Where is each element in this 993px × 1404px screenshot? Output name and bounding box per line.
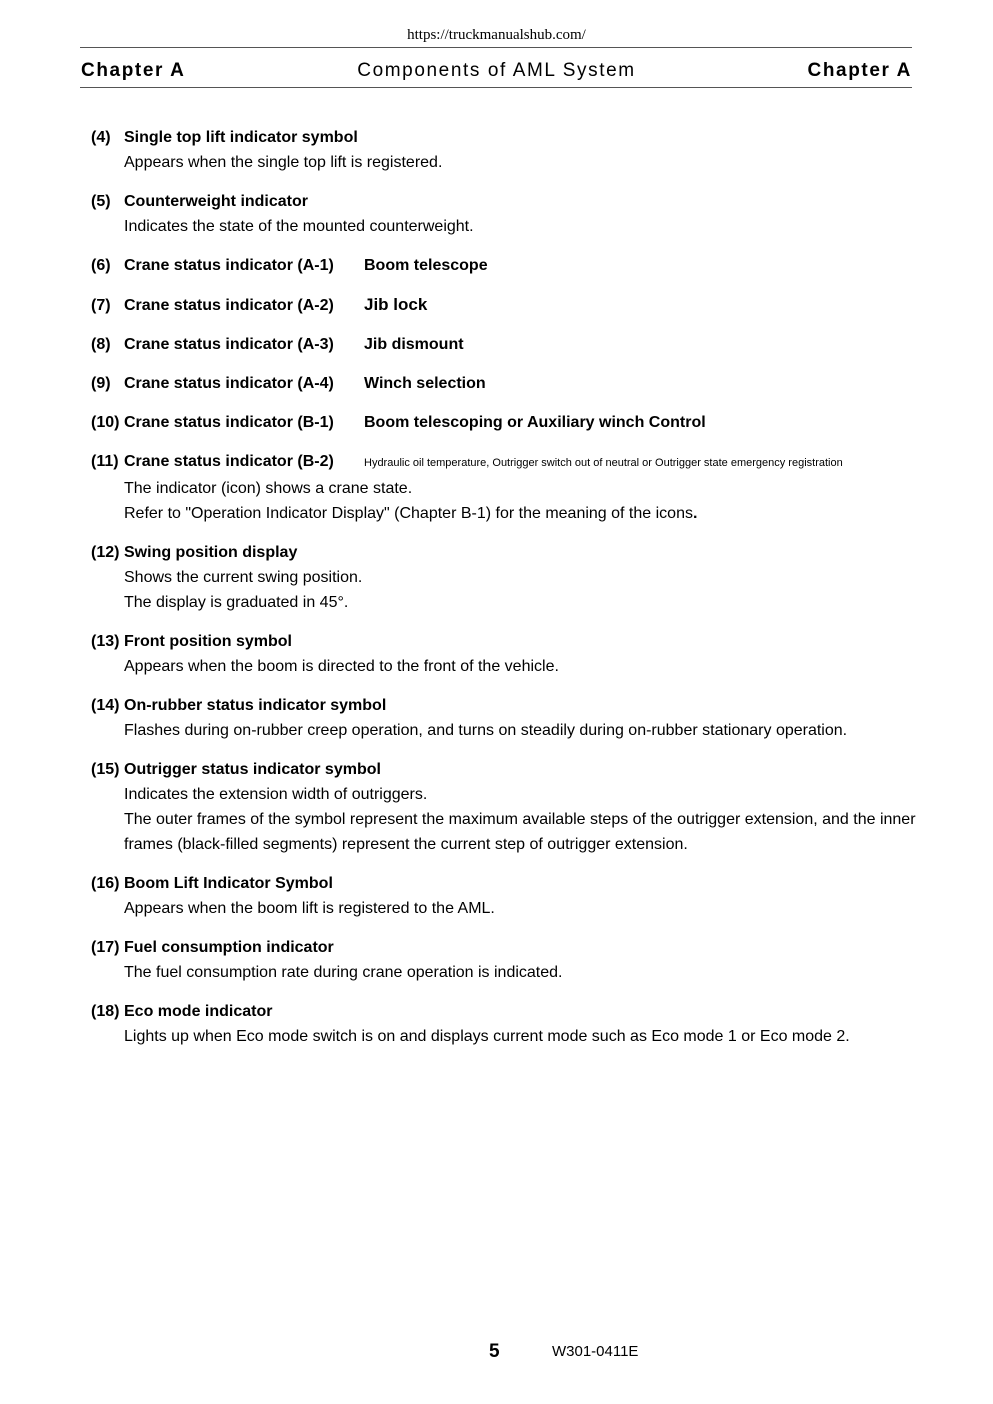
item-18 <box>91 999 921 1049</box>
item-number: (9) <box>91 375 111 392</box>
item-4 <box>91 125 921 175</box>
item-description: The outer frames of the symbol represent the maximum available steps of the outrigger extension, and the inner frames (black-filled segments) represent the current step of outrigger extension. <box>124 811 916 853</box>
item-description: The indicator (icon) shows a crane state. <box>124 480 413 497</box>
item-status-value: Jib lock <box>364 295 428 314</box>
item-11 <box>91 449 921 526</box>
item-8 <box>91 332 921 357</box>
item-number: (13) <box>91 633 120 650</box>
header-chapter-left: Chapter A <box>81 60 186 81</box>
item-title: Crane status indicator (A-1) <box>124 257 334 274</box>
item-number: (14) <box>91 697 120 714</box>
item-number: (5) <box>91 193 111 210</box>
item-number: (12) <box>91 544 120 561</box>
item-title: Counterweight indicator <box>124 193 308 210</box>
item-13 <box>91 629 921 679</box>
item-16 <box>91 871 921 921</box>
item-number: (18) <box>91 1003 120 1020</box>
item-title: On-rubber status indicator symbol <box>124 697 387 714</box>
item-title: Single top lift indicator symbol <box>124 129 358 146</box>
item-title: Crane status indicator (A-4) <box>124 375 334 392</box>
item-number: (17) <box>91 939 120 956</box>
item-description: Flashes during on-rubber creep operation, and turns on steadily during on-rubber stationary operation. <box>124 722 848 739</box>
item-title: Outrigger status indicator symbol <box>124 761 381 778</box>
page-number: 5 <box>489 1341 500 1362</box>
item-status-value: Boom telescope <box>364 257 488 274</box>
item-status-value: Boom telescoping or Auxiliary winch Control <box>364 414 706 431</box>
item-description <box>91 501 921 526</box>
item-description: Appears when the single top lift is registered. <box>124 154 443 171</box>
item-number: (16) <box>91 875 120 892</box>
item-title: Swing position display <box>124 544 298 561</box>
item-title: Crane status indicator (B-2) <box>124 453 334 470</box>
item-7 <box>91 292 921 318</box>
item-9 <box>91 371 921 396</box>
item-description: Appears when the boom lift is registered to the AML. <box>124 900 495 917</box>
item-description-text: Refer to "Operation Indicator Display" (Chapter B-1) for the meaning of the icons <box>124 505 693 522</box>
header-bottom-rule <box>80 87 912 88</box>
item-title: Crane status indicator (A-2) <box>124 297 334 314</box>
item-10 <box>91 410 921 435</box>
item-status-value: Jib dismount <box>364 336 464 353</box>
document-body <box>91 125 921 1063</box>
item-number: (6) <box>91 257 111 274</box>
item-description: Lights up when Eco mode switch is on and displays current mode such as Eco mode 1 or Eco mode 2. <box>124 1028 850 1045</box>
item-5 <box>91 189 921 239</box>
item-number: (7) <box>91 297 111 314</box>
item-status-value: Winch selection <box>364 375 486 392</box>
source-url[interactable]: https://truckmanualshub.com/ <box>407 27 586 43</box>
item-number: (4) <box>91 129 111 146</box>
item-description: Appears when the boom is directed to the front of the vehicle. <box>124 658 559 675</box>
document-code: W301-0411E <box>552 1343 639 1360</box>
item-6 <box>91 253 921 278</box>
item-17 <box>91 935 921 985</box>
item-number: (10) <box>91 414 120 431</box>
item-15 <box>91 757 921 857</box>
item-number: (8) <box>91 336 111 353</box>
item-14 <box>91 693 921 743</box>
item-12 <box>91 540 921 615</box>
item-title: Front position symbol <box>124 633 292 650</box>
header-top-rule <box>80 47 912 48</box>
item-number: (15) <box>91 761 120 778</box>
item-description: Indicates the extension width of outriggers. <box>124 786 428 803</box>
item-number: (11) <box>91 453 119 470</box>
item-description: Shows the current swing position. <box>124 569 363 586</box>
item-description: The fuel consumption rate during crane operation is indicated. <box>124 964 563 981</box>
item-title: Boom Lift Indicator Symbol <box>124 875 333 892</box>
item-description-period: . <box>692 505 698 522</box>
header-section-title: Components of AML System <box>357 60 636 81</box>
item-description: The display is graduated in 45°. <box>124 594 349 611</box>
item-description: Indicates the state of the mounted counterweight. <box>124 218 474 235</box>
item-title: Crane status indicator (B-1) <box>124 414 334 431</box>
item-title: Eco mode indicator <box>124 1003 273 1020</box>
item-title: Fuel consumption indicator <box>124 939 334 956</box>
item-status-value: Hydraulic oil temperature, Outrigger switch out of neutral or Outrigger state emergency registration <box>364 457 843 469</box>
item-title: Crane status indicator (A-3) <box>124 336 334 353</box>
header-chapter-right: Chapter A <box>807 60 912 81</box>
